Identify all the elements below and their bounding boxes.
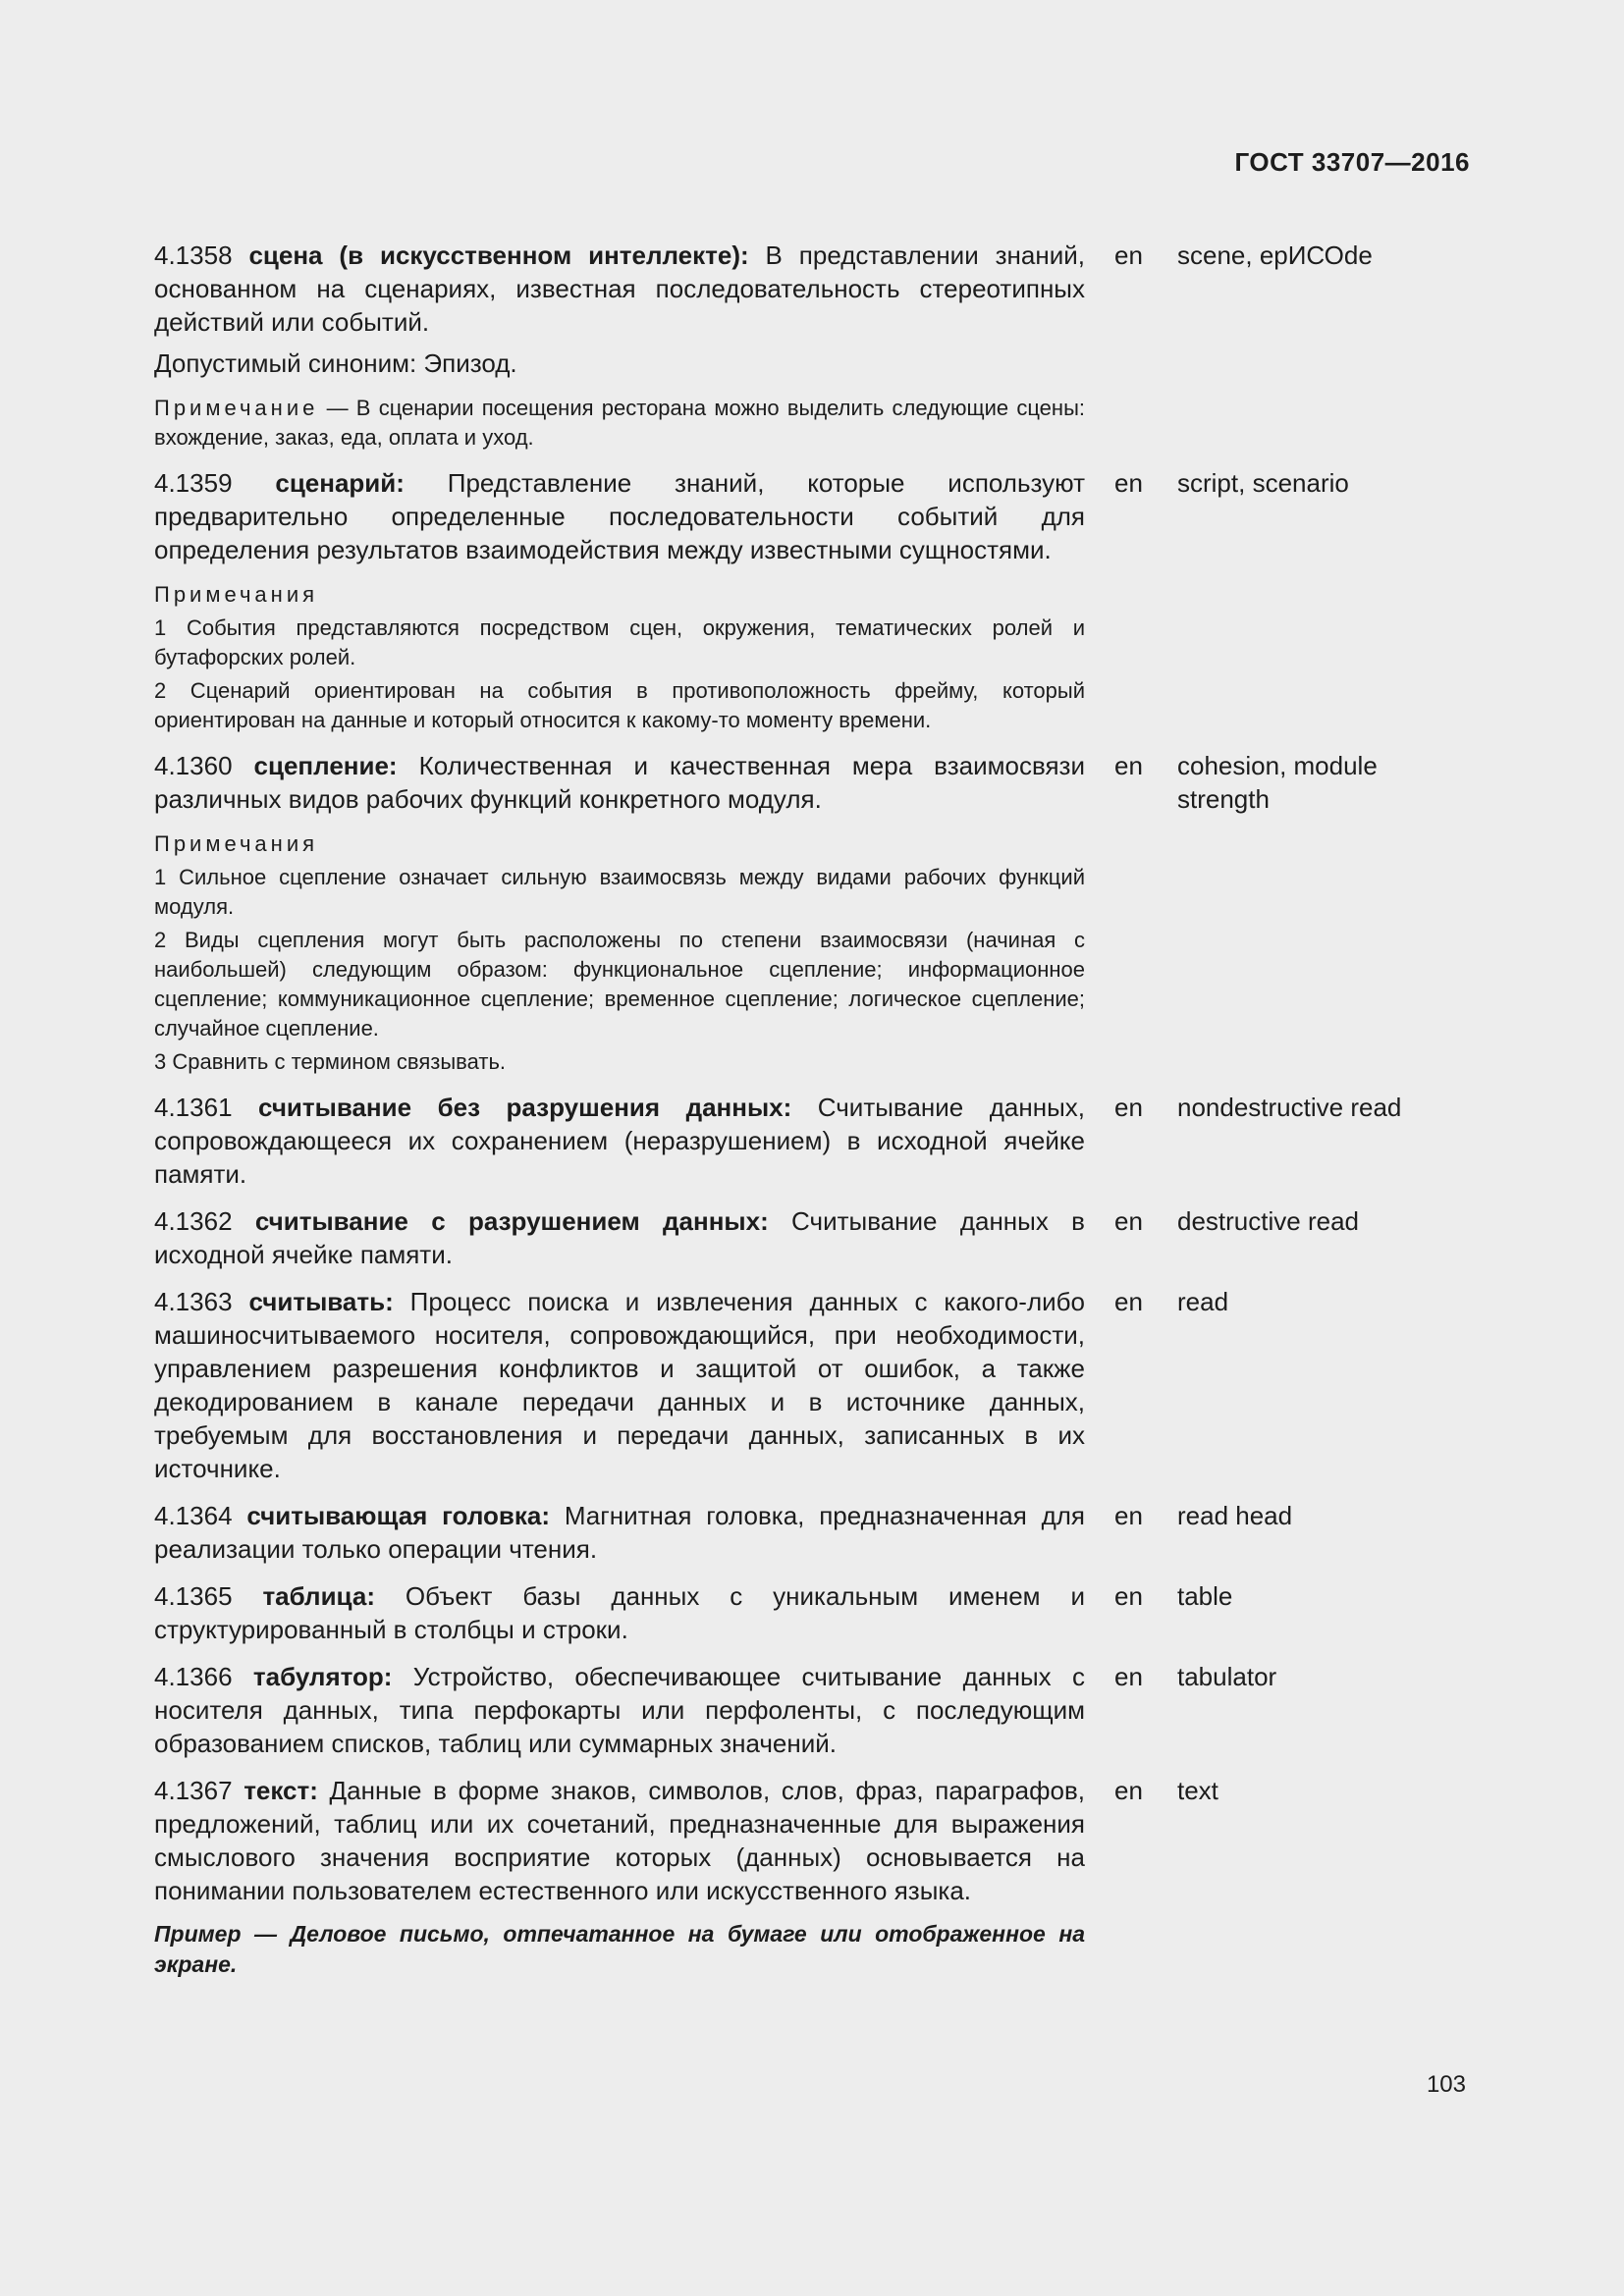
entry-body: [154, 239, 1085, 453]
definition-text: Количественная и качественная мера взаимосвязи различных видов рабочих функций конкретного модуля.: [154, 751, 1085, 814]
english-term: read: [1177, 1287, 1229, 1316]
note: 1 События представляются посредством сцен, окружения, тематических ролей и бутафорских ролей.: [154, 615, 1085, 669]
entry-body: [154, 1579, 1085, 1646]
term: таблица:: [262, 1581, 375, 1611]
term-entry: [154, 466, 1470, 735]
entry-body: [154, 749, 1085, 1077]
term-entry: [154, 749, 1470, 1077]
language-code: en: [1114, 1093, 1143, 1122]
english-term: tabulator: [1177, 1662, 1277, 1691]
term-entry: [154, 239, 1470, 453]
term-entry: [154, 1285, 1470, 1485]
english-term: script, scenario: [1177, 468, 1349, 498]
entry-number: 4.1364: [154, 1501, 233, 1530]
definition-text: Объект базы данных с уникальным именем и структурированный в столбцы и строки.: [154, 1581, 1085, 1644]
definition: [154, 1660, 1085, 1760]
entry-body: [154, 466, 1085, 735]
term-entry: [154, 1774, 1470, 1980]
definition: [154, 749, 1085, 816]
term: сцена (в искусственном интеллекте):: [248, 240, 749, 270]
definition-text: Считывание данных в исходной ячейке памяти.: [154, 1206, 1085, 1269]
english-term: table: [1177, 1581, 1233, 1611]
notes-heading: Примечания: [154, 831, 319, 856]
entry-body: [154, 1204, 1085, 1271]
definition-text: Магнитная головка, предназначенная для реализации только операции чтения.: [154, 1501, 1085, 1564]
english-term: text: [1177, 1776, 1218, 1805]
note: 3 Сравнить с термином связывать.: [154, 1049, 507, 1074]
definition-text: В представлении знаний, основанном на сценариях, известная последовательность стереотипных действий или событий.: [154, 240, 1085, 337]
definition: [154, 1091, 1085, 1191]
definition-text: Устройство, обеспечивающее считывание данных с носителя данных, типа перфокарты или перфоленты, с последующим образованием списков, таблиц или суммарных значений.: [154, 1662, 1085, 1758]
note: 2 Виды сцепления могут быть расположены по степени взаимосвязи (начиная с наибольшей) следующим образом: функциональное сцепление; информационное сцепление; коммуникационное сцепление; временное сцепление; логическое сцепление; случайное сцепление.: [154, 928, 1085, 1041]
note: 1 Сильное сцепление означает сильную взаимосвязь между видами рабочих функций модуля.: [154, 865, 1085, 919]
entry-number: 4.1360: [154, 751, 233, 780]
term: считывание без разрушения данных:: [258, 1093, 792, 1122]
definition: [154, 1499, 1085, 1566]
term: текст:: [244, 1776, 318, 1805]
english-term: destructive read: [1177, 1206, 1359, 1236]
standard-header: ГОСТ 33707—2016: [1234, 147, 1470, 177]
term: считывать:: [248, 1287, 394, 1316]
language-code: en: [1114, 468, 1143, 498]
entry-body: [154, 1499, 1085, 1566]
notes-heading: Примечания: [154, 582, 319, 607]
definition-text: Процесс поиска и извлечения данных с какого-либо машиносчитываемого носителя, сопровождающийся, при необходимости, управлением разрешения конфликтов и защитой от ошибок, а также декодированием в канале передачи данных и в источнике данных, требуемым для восстановления и передачи данных, записанных в их источнике.: [154, 1287, 1085, 1483]
entry-number: 4.1362: [154, 1206, 233, 1236]
term-entry: [154, 1579, 1470, 1646]
entry-body: [154, 1660, 1085, 1760]
language-code: en: [1114, 240, 1143, 270]
entry-number: 4.1358: [154, 240, 233, 270]
language-code: en: [1114, 1287, 1143, 1316]
note-text: — В сценарии посещения ресторана можно выделить следующие сцены: вхождение, заказ, еда, оплата и уход.: [154, 396, 1085, 450]
term: табулятор:: [252, 1662, 393, 1691]
definition-text: Представление знаний, которые используют предварительно определенные последовательности событий для определения результатов взаимодействия между известными сущностями.: [154, 468, 1085, 564]
language-code: en: [1114, 1662, 1143, 1691]
language-code: en: [1114, 1581, 1143, 1611]
term-entry: [154, 1204, 1470, 1271]
note: [154, 394, 1085, 453]
term: считывающая головка:: [246, 1501, 551, 1530]
language-code: en: [1114, 1776, 1143, 1805]
note: 2 Сценарий ориентирован на события в противоположность фрейму, который ориентирован на данные и который относится к какому-то моменту времени.: [154, 678, 1085, 732]
synonym: Допустимый синоним: Эпизод.: [154, 348, 517, 378]
english-term: nondestructive read: [1177, 1093, 1402, 1122]
entry-number: 4.1361: [154, 1093, 233, 1122]
entry-number: 4.1365: [154, 1581, 233, 1611]
terms-list: [154, 239, 1470, 1994]
definition: [154, 1579, 1085, 1646]
entry-number: 4.1367: [154, 1776, 233, 1805]
term: сцепление:: [253, 751, 398, 780]
example: Пример — Деловое письмо, отпечатанное на бумаге или отображенное на экране.: [154, 1921, 1085, 1977]
term-entry: [154, 1091, 1470, 1191]
term-entry: [154, 1660, 1470, 1760]
definition: [154, 466, 1085, 566]
definition-text: Данные в форме знаков, символов, слов, фраз, параграфов, предложений, таблиц или их сочетаний, предназначенные для выражения смыслового значения восприятие которых (данных) основывается на понимании пользователем естественного или искусственного языка.: [154, 1776, 1085, 1905]
definition-text: Считывание данных, сопровождающееся их сохранением (неразрушением) в исходной ячейке памяти.: [154, 1093, 1085, 1189]
term: сценарий:: [275, 468, 405, 498]
english-term: read head: [1177, 1501, 1293, 1530]
note-label: Примечание: [154, 396, 319, 420]
language-code: en: [1114, 751, 1143, 780]
term: считывание с разрушением данных:: [254, 1206, 769, 1236]
english-term: scene, epИСОde: [1177, 240, 1373, 270]
entry-body: [154, 1091, 1085, 1191]
definition: [154, 1204, 1085, 1271]
entry-body: [154, 1774, 1085, 1980]
page-number: 103: [1426, 2071, 1466, 2098]
term-entry: [154, 1499, 1470, 1566]
entry-number: 4.1363: [154, 1287, 233, 1316]
language-code: en: [1114, 1501, 1143, 1530]
english-term: cohesion, module strength: [1177, 751, 1378, 814]
language-code: en: [1114, 1206, 1143, 1236]
entry-body: [154, 1285, 1085, 1485]
entry-number: 4.1366: [154, 1662, 233, 1691]
definition: [154, 1774, 1085, 1907]
definition: [154, 1285, 1085, 1485]
definition: [154, 239, 1085, 339]
entry-number: 4.1359: [154, 468, 233, 498]
